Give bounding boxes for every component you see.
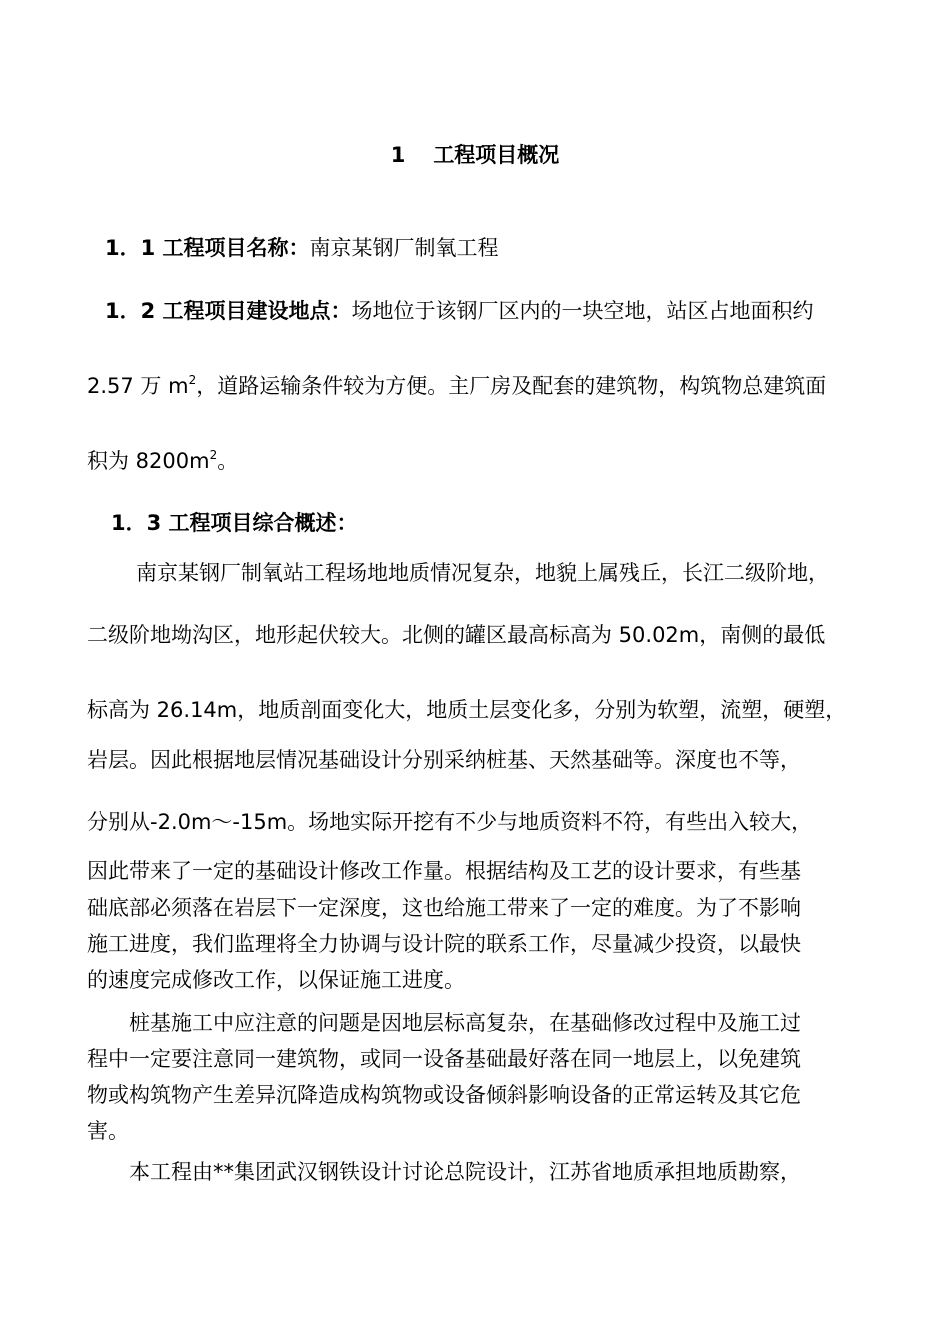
text-segment: 积为 8200m	[87, 449, 210, 473]
text-segment: 。	[217, 449, 239, 473]
item-text: 场地位于该钢厂区内的一块空地，站区占地面积约	[351, 299, 814, 323]
paragraph-line: 桩基施工中应注意的问题是因地层标高复杂，在基础修改过程中及施工过	[129, 1011, 801, 1035]
item-label: 1．1 工程项目名称：	[105, 236, 310, 260]
paragraph-line: 的速度完成修改工作，以保证施工进度。	[87, 968, 465, 992]
paragraph-line: 础底部必须落在岩层下一定深度，这也给施工带来了一定的难度。为了不影响	[87, 896, 801, 920]
item-location	[105, 297, 814, 325]
item-project-name	[105, 234, 499, 262]
paragraph-line: 程中一定要注意同一建筑物，或同一设备基础最好落在同一地层上，以免建筑	[87, 1047, 801, 1071]
paragraph-line: 二级阶地坳沟区，地形起伏较大。北侧的罐区最高标高为 50.02m，南侧的最低	[87, 623, 826, 647]
superscript: 2	[209, 448, 218, 462]
location-line-2	[87, 372, 826, 400]
paragraph-line: 害。	[87, 1119, 129, 1143]
location-line-3	[87, 447, 238, 475]
section-number: 1	[390, 143, 406, 167]
section-title	[0, 141, 950, 169]
paragraph-line: 物或构筑物产生差异沉降造成构筑物或设备倾斜影响设备的正常运转及其它危	[87, 1083, 801, 1107]
item-label: 1．2 工程项目建设地点：	[105, 299, 352, 323]
superscript: 2	[188, 373, 197, 387]
section-title-text: 工程项目概况	[433, 143, 560, 167]
paragraph-line: 因此带来了一定的基础设计修改工作量。根据结构及工艺的设计要求，有些基	[87, 859, 801, 883]
text-segment: 2.57 万 m	[87, 374, 189, 398]
paragraph-line: 南京某钢厂制氧站工程场地地质情况复杂，地貌上属残丘，长江二级阶地，	[136, 561, 829, 585]
paragraph-line: 分别从-2.0m～-15m。场地实际开挖有不少与地质资料不符，有些出入较大，	[87, 810, 813, 834]
paragraph-line: 施工进度，我们监理将全力协调与设计院的联系工作，尽量减少投资，以最快	[87, 932, 801, 956]
item-overview-label: 1．3 工程项目综合概述：	[111, 511, 358, 535]
text-segment: ，道路运输条件较为方便。主厂房及配套的建筑物，构筑物总建筑面	[196, 374, 827, 398]
item-text: 南京某钢厂制氧工程	[309, 236, 499, 260]
paragraph-line: 标高为 26.14m，地质剖面变化大，地质土层变化多，分别为软塑，流塑，硬塑，	[87, 698, 847, 722]
paragraph-line: 本工程由**集团武汉钢铁设计讨论总院设计，江苏省地质承担地质勘察，	[129, 1160, 801, 1184]
paragraph-line: 岩层。因此根据地层情况基础设计分别采纳桩基、天然基础等。深度也不等，	[87, 748, 801, 772]
